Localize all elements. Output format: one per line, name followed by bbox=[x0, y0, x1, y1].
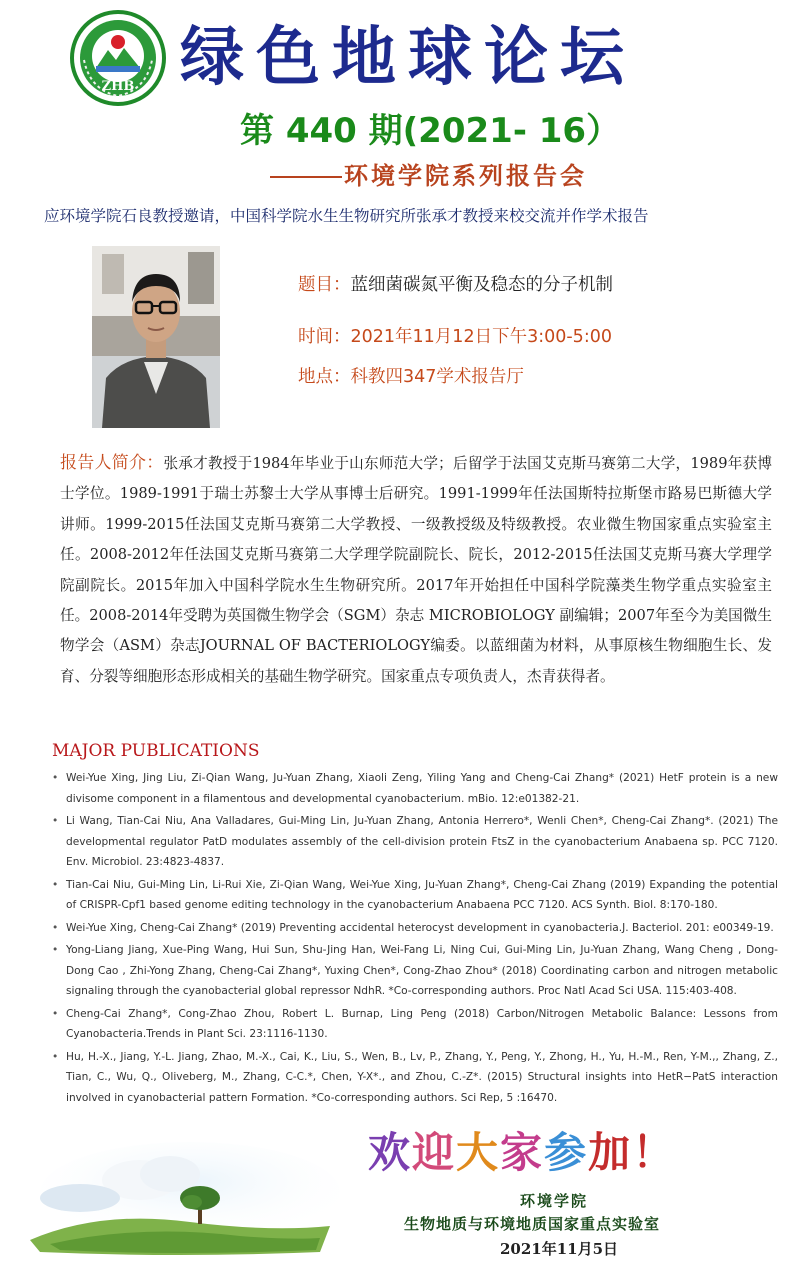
topic-row bbox=[298, 272, 613, 298]
landscape-illustration bbox=[20, 1140, 340, 1258]
organizer-lab: 生物地质与环境地质国家重点实验室 bbox=[404, 1215, 661, 1233]
logo-text: ZHB bbox=[101, 79, 135, 94]
bullet-icon: • bbox=[52, 1007, 59, 1020]
bullet-icon: • bbox=[52, 1050, 59, 1063]
place-label: 地点： bbox=[298, 367, 351, 387]
publications-title: MAJOR PUBLICATIONS bbox=[52, 741, 260, 761]
bullet-icon: • bbox=[52, 815, 59, 827]
publication-item: • Hu, H.-X., Jiang, Y.-L. Jiang, Zhao, M.-X., Cai, K., Liu, S., Wen, B., Lv, P., Zhang, Y., Peng, Y., Zhong, H., Yu, H.-M., Ren, Y-M.,, Zhang, Z., Tian, C., Wu, Q., Oliveberg, M., Zhang, C-C.*, Chen, Y-X*., and Zhou, C.-Z*. (2015) Structural insights into HetR−PatS interaction involved in cyanobacterial pattern Formation. *Co-corresponding authors. Sci Rep, 5 :16470. bbox=[52, 1047, 778, 1109]
bullet-icon: • bbox=[52, 772, 59, 784]
time-label: 时间： bbox=[298, 327, 351, 347]
forum-title: 绿色地球论坛 bbox=[180, 20, 636, 95]
publication-item: • Cheng-Cai Zhang*, Cong-Zhao Zhou, Robert L. Burnap, Ling Peng (2018) Carbon/Nitrogen Metabolic Balance: Lessons from Cyanobacteria.Trends in Plant Sci. 23:1116-1130. bbox=[52, 1004, 778, 1045]
time-row bbox=[298, 324, 612, 350]
publication-list bbox=[52, 768, 778, 1110]
welcome-banner: 欢迎大家参加！ bbox=[368, 1128, 677, 1177]
publication-item: • Tian-Cai Niu, Gui-Ming Lin, Li-Rui Xie, Zi-Qian Wang, Wei-Yue Xing, Ju-Yuan Zhang*, Cheng-Cai Zhang (2019) Expanding the potential of CRISPR-Cpf1 based genome editing technology in the cyanobacterium Anabaena PCC 7120. ACS Synth. Biol. 8:170-180. bbox=[52, 875, 778, 916]
notice-date: 2021年11月5日 bbox=[500, 1240, 619, 1258]
bio-text: 张承才教授于1984年毕业于山东师范大学；后留学于法国艾克斯马赛第二大学，1989年获博士学位。1989-1991于瑞士苏黎士大学从事博士后研究。1991-1999年任法国斯特拉斯堡市路易巴斯德大学讲师。1999-2015任法国艾克斯马赛第二大学教授、一级教授级及特级教授。农业微生物国家重点实验室主任。2008-2012年任法国艾克斯马赛第二大学理学院副院长、院长，2012-2015任法国艾克斯马赛大学理学院副院长。2015年加入中国科学院水生生物研究所。2017年开始担任中国科学院藻类生物学重点实验室主任。2008-2014年受聘为英国微生物学会（SGM）杂志 MICROBIOLOGY 副编辑；2007年至今为美国微生物学会（ASM）杂志JOURNAL OF BACTERIOLOGY编委。以蓝细菌为材料，从事原核生物细胞生长、发育、分裂等细胞形态形成相关的基础生物学研究。国家重点专项负责人，杰青获得者。 bbox=[60, 455, 772, 685]
time-value: 2021年11月12日下午3:00-5:00 bbox=[350, 327, 612, 347]
bullet-icon: • bbox=[52, 921, 59, 934]
publication-item: • Yong-Liang Jiang, Xue-Ping Wang, Hui Sun, Shu-Jing Han, Wei-Fang Li, Ning Cui, Gui-Ming Lin, Ju-Yuan Zhang, Wang Cheng , Dong-Dong Cao , Zhi-Yong Zhang, Cheng-Cai Zhang*, Yuxing Chen*, Cong-Zhao Zhou* (2018) Coordinating carbon and nitrogen metabolic signaling through the cyanobacterial global repressor NdhR. *Co-corresponding authors. Proc Natl Acad Sci USA. 115:403-408. bbox=[52, 940, 778, 1002]
speaker-photo bbox=[92, 246, 220, 428]
publication-item: • Li Wang, Tian-Cai Niu, Ana Valladares, Gui-Ming Lin, Ju-Yuan Zhang, Antonia Herrero*, Wenli Chen*, Cheng-Cai Zhang*. (2021) The developmental regulator PatD modulates assembly of the cell-division protein FtsZ in the cyanobacterium Anabaena sp. PCC 7120. Env. Microbiol. 23:4823-4837. bbox=[52, 811, 778, 873]
topic-value: 蓝细菌碳氮平衡及稳态的分子机制 bbox=[350, 275, 613, 295]
bullet-icon: • bbox=[52, 944, 59, 956]
invitation-text: 应环境学院石良教授邀请，中国科学院水生生物研究所张承才教授来校交流并作学术报告 bbox=[44, 207, 649, 225]
bio-label: 报告人简介： bbox=[60, 453, 164, 473]
organizer-school: 环境学院 bbox=[520, 1192, 589, 1210]
zhb-logo-icon bbox=[70, 10, 166, 106]
speaker-bio bbox=[60, 448, 772, 692]
place-value: 科教四347学术报告厅 bbox=[350, 367, 524, 387]
bullet-icon: • bbox=[52, 878, 59, 891]
topic-label: 题目： bbox=[298, 275, 351, 295]
place-row bbox=[298, 364, 524, 390]
issue-number: 第 440 期(2021- 16） bbox=[240, 111, 621, 151]
series-subtitle: 环境学院系列报告会 bbox=[344, 161, 587, 190]
publication-item: • Wei-Yue Xing, Jing Liu, Zi-Qian Wang, Ju-Yuan Zhang, Xiaoli Zeng, Yiling Yang and Cheng-Cai Zhang* (2021) HetF protein is a new divisome component in a filamentous and developmental cyanobacterium. mBio. 12:e01382-21. bbox=[52, 768, 778, 809]
series-dash-line bbox=[270, 176, 342, 178]
publication-item: • Wei-Yue Xing, Cheng-Cai Zhang* (2019) Preventing accidental heterocyst development in cyanobacteria.J. Bacteriol. 201: e00349-19. bbox=[52, 918, 778, 939]
